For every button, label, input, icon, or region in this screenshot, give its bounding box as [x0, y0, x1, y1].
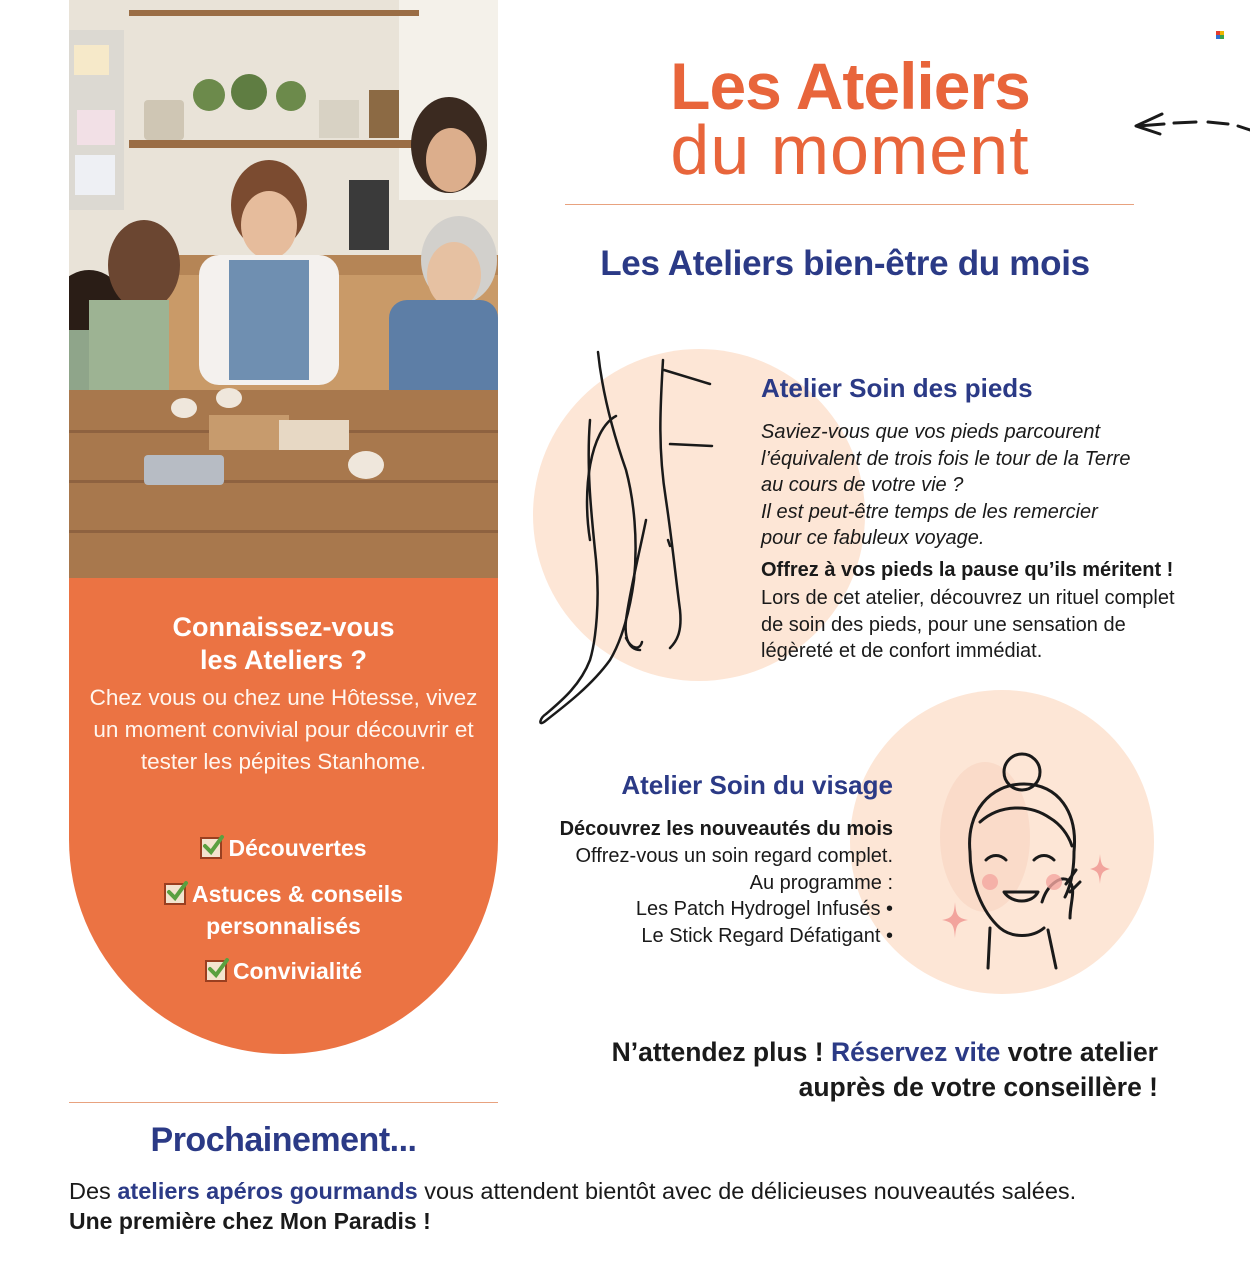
atelier-face-title: Atelier Soin du visage: [621, 770, 893, 800]
text-line: Saviez-vous que vos pieds parcourent: [761, 421, 1101, 443]
text-line: Les Patch Hydrogel Infusés •: [635, 898, 893, 920]
panel-title: [69, 611, 498, 677]
coming-soon-title: Prochainement...: [150, 1121, 417, 1159]
panel-body: Chez vous ou chez une Hôtesse, vivez un moment convivial pour découvrir et tester les pépites Stanhome.: [89, 685, 478, 774]
check-item-label: Convivialité: [232, 958, 363, 984]
check-item-discoveries: [69, 832, 498, 864]
check-item-tips: [69, 878, 498, 942]
arrow-doodle-icon: [1128, 104, 1250, 149]
call-to-action: [612, 1035, 1158, 1105]
coming-soon-suffix: vous attendent bientôt avec de délicieuses nouveautés salées.: [417, 1178, 1077, 1204]
text-line: Il est peut-être temps de les remercier: [761, 500, 1098, 523]
check-item-conviviality: [69, 955, 498, 987]
page-title-line2: du moment: [670, 111, 1030, 189]
sparkle-icon: [940, 900, 970, 945]
brand-color-logo: [1216, 26, 1225, 34]
text-line: l’équivalent de trois fois le tour de la Terre: [761, 447, 1131, 470]
cta-highlight: Réservez vite: [830, 1037, 1001, 1067]
sparkle-icon: [1088, 852, 1112, 891]
ateliers-info-panel: [69, 578, 498, 1054]
text-line: Offrez-vous un soin regard complet.: [575, 845, 893, 867]
cta-line2: auprès de votre conseillère !: [798, 1072, 1158, 1102]
atelier-feet-title: Atelier Soin des pieds: [761, 373, 1033, 403]
panel-title-line1: Connaissez-vous: [172, 612, 395, 642]
checkbox-icon: [200, 837, 222, 859]
text-line: au cours de votre vie ?: [761, 474, 964, 496]
page-title-line1: Les Ateliers: [670, 49, 1030, 123]
title-divider: [565, 204, 1134, 205]
text-line: légèreté et de confort immédiat.: [761, 640, 1043, 662]
checkbox-icon: [164, 883, 186, 905]
text-line: Lors de cet atelier, découvrez un rituel complet: [761, 587, 1175, 609]
coming-soon-prefix: Des: [69, 1178, 118, 1204]
divider: [69, 1102, 498, 1103]
coming-soon-tagline: Une première chez Mon Paradis !: [69, 1208, 431, 1234]
atelier-face-description: [575, 843, 893, 949]
page-title: [565, 49, 1135, 189]
text-line: pour ce fabuleux voyage.: [761, 527, 985, 549]
check-item-label: Astuces & conseils: [192, 881, 403, 907]
coming-soon-text: [69, 1178, 1076, 1205]
text-line: de soin des pieds, pour une sensation de: [761, 613, 1126, 636]
atelier-feet-description: [761, 585, 1175, 665]
atelier-feet-highlight: Offrez à vos pieds la pause qu’ils méritent !: [761, 559, 1174, 581]
check-item-label: Découvertes: [228, 835, 367, 861]
cta-part1: N’attendez plus !: [611, 1037, 831, 1067]
panel-title-line2: les Ateliers ?: [199, 645, 368, 675]
feet-line-drawing: [530, 350, 720, 735]
cta-part2: votre atelier: [1000, 1037, 1158, 1067]
coming-soon-highlight: ateliers apéros gourmands: [117, 1178, 418, 1204]
text-line: Le Stick Regard Défatigant •: [641, 924, 893, 947]
hero-photo: [69, 0, 498, 578]
text-line: Au programme :: [749, 871, 893, 894]
atelier-face-highlight: Découvrez les nouveautés du mois: [559, 818, 893, 840]
checkbox-icon: [205, 960, 227, 982]
check-item-label-line2: personnalisés: [206, 913, 361, 939]
atelier-feet-intro: [761, 419, 1130, 552]
section-subtitle: Les Ateliers bien-être du mois: [600, 244, 1090, 283]
